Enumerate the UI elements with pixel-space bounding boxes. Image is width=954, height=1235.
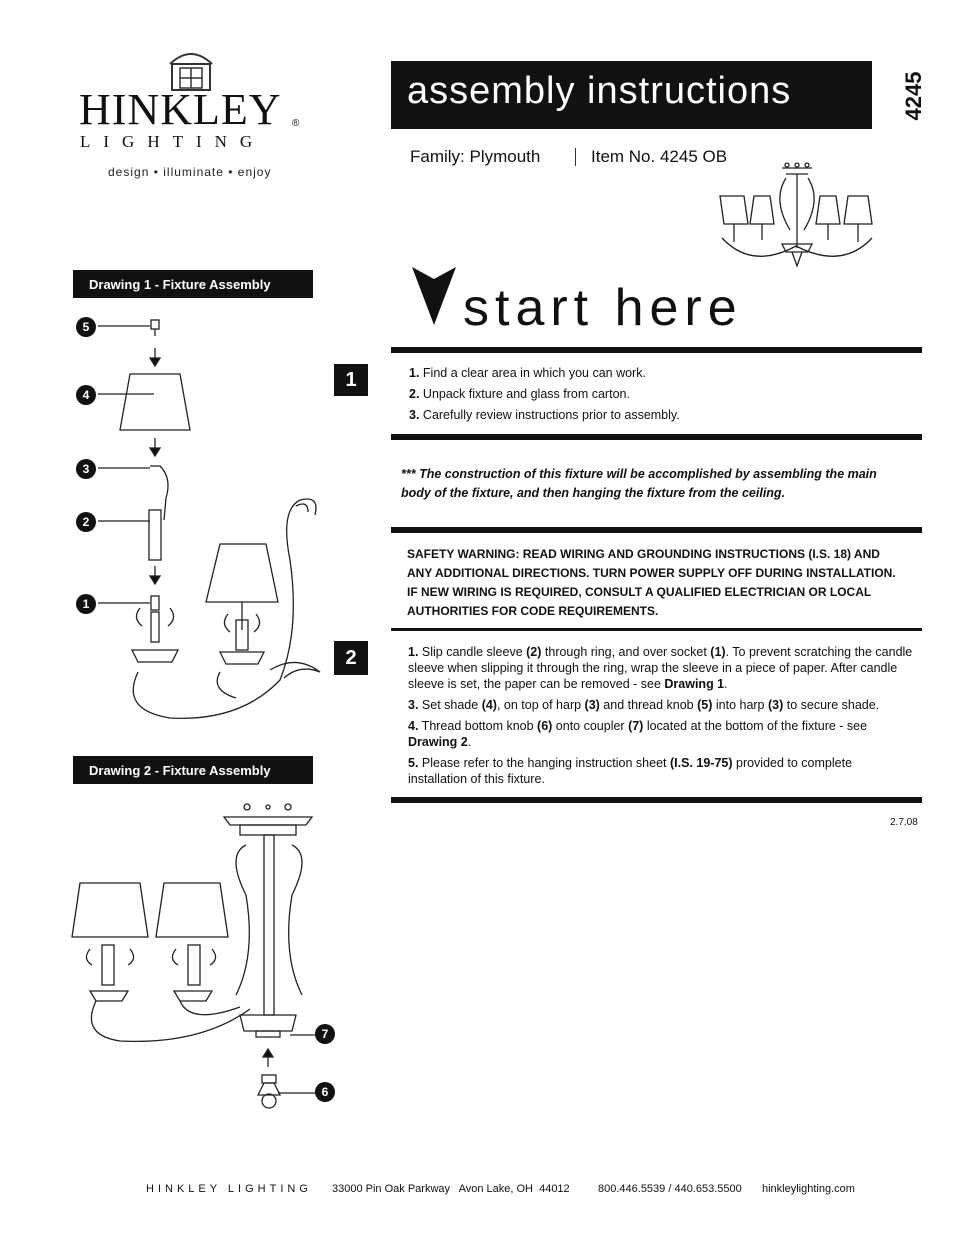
step1-item: 2. Unpack fixture and glass from carton. bbox=[409, 387, 630, 401]
footer-website[interactable]: hinkleylighting.com bbox=[762, 1183, 855, 1195]
footer-phone: 800.446.5539 / 440.653.5500 bbox=[598, 1183, 742, 1195]
callout-7: 7 bbox=[315, 1024, 335, 1044]
divider bbox=[391, 527, 922, 533]
divider bbox=[391, 797, 922, 803]
callout-2: 2 bbox=[76, 512, 96, 532]
step1-item: 1. Find a clear area in which you can work. bbox=[409, 366, 646, 380]
drawing2-illustration bbox=[60, 795, 350, 1115]
divider bbox=[391, 434, 922, 440]
start-here-heading: start here bbox=[463, 279, 743, 337]
safety-warning: SAFETY WARNING: READ WIRING AND GROUNDING INSTRUCTIONS (I.S. 18) AND ANY ADDITIONAL DIRECTIONS. TURN POWER SUPPLY OFF DURING INSTALLATION. IF NEW WIRING IS REQUIRED, CONSULT A QUALIFIED ELECTRICIAN OR LOCAL AUTHORITIES FOR CODE REQUIREMENTS. bbox=[407, 547, 896, 618]
construction-note: *** The construction of this fixture will be accomplished by assembling the main body of the fixture, and then hanging the fixture from the ceiling. bbox=[401, 467, 877, 500]
item-label: Item No. 4245 OB bbox=[591, 147, 728, 166]
footer-address: 33000 Pin Oak Parkway Avon Lake, OH 44012 bbox=[332, 1183, 570, 1195]
step2-badge: 2 bbox=[334, 641, 368, 675]
brand-sub: LIGHTING bbox=[80, 132, 266, 151]
step2-item: 3. Set shade (4), on top of harp (3) and thread knob (5) into harp (3) to secure shade. bbox=[408, 698, 880, 712]
title-bar bbox=[391, 61, 872, 129]
step2-item: 4. Thread bottom knob (6) onto coupler (7) located at the bottom of the fixture - see Drawing 2. bbox=[408, 719, 868, 749]
trademark: ® bbox=[292, 118, 300, 129]
tagline: design • illuminate • enjoy bbox=[108, 165, 272, 179]
drawing1-label-text: Drawing 1 - Fixture Assembly bbox=[89, 277, 271, 292]
step2-list bbox=[408, 644, 913, 792]
callout-1: 1 bbox=[76, 594, 96, 614]
brand-name: HINKLEY bbox=[79, 85, 282, 134]
drawing2-label bbox=[73, 756, 313, 784]
step1-item: 3. Carefully review instructions prior to assembly. bbox=[409, 408, 680, 422]
divider bbox=[391, 628, 922, 631]
revision-date: 2.7.08 bbox=[890, 817, 918, 828]
callout-5: 5 bbox=[76, 317, 96, 337]
callout-3: 3 bbox=[76, 459, 96, 479]
chandelier-thumbnail bbox=[712, 160, 882, 270]
page-title: assembly instructions bbox=[407, 70, 792, 112]
drawing1-illustration bbox=[60, 300, 360, 740]
step2-item: 5. Please refer to the hanging instruction sheet (I.S. 19-75) provided to complete installation of this fixture. bbox=[408, 756, 853, 786]
family-label: Family: Plymouth bbox=[410, 147, 541, 166]
drawing2-label-text: Drawing 2 - Fixture Assembly bbox=[89, 763, 271, 778]
drawing1-label bbox=[73, 270, 313, 298]
logo bbox=[74, 44, 314, 184]
callout-6: 6 bbox=[315, 1082, 335, 1102]
header-divider bbox=[575, 148, 576, 166]
item-number: 4245 bbox=[901, 71, 926, 121]
step1-list bbox=[409, 365, 914, 428]
step2-item: 1. Slip candle sleeve (2) through ring, and over socket (1). To prevent scratching the candle sleeve when slipping it through the ring, wrap the sleeve in a piece of paper. After candle sleeve is set, the paper can be removed - see Drawing 1. bbox=[408, 645, 913, 691]
divider bbox=[391, 347, 922, 353]
start-arrow-icon bbox=[410, 265, 458, 327]
footer-brand: HINKLEY LIGHTING bbox=[146, 1183, 312, 1195]
step1-badge: 1 bbox=[334, 364, 368, 396]
callout-4: 4 bbox=[76, 385, 96, 405]
